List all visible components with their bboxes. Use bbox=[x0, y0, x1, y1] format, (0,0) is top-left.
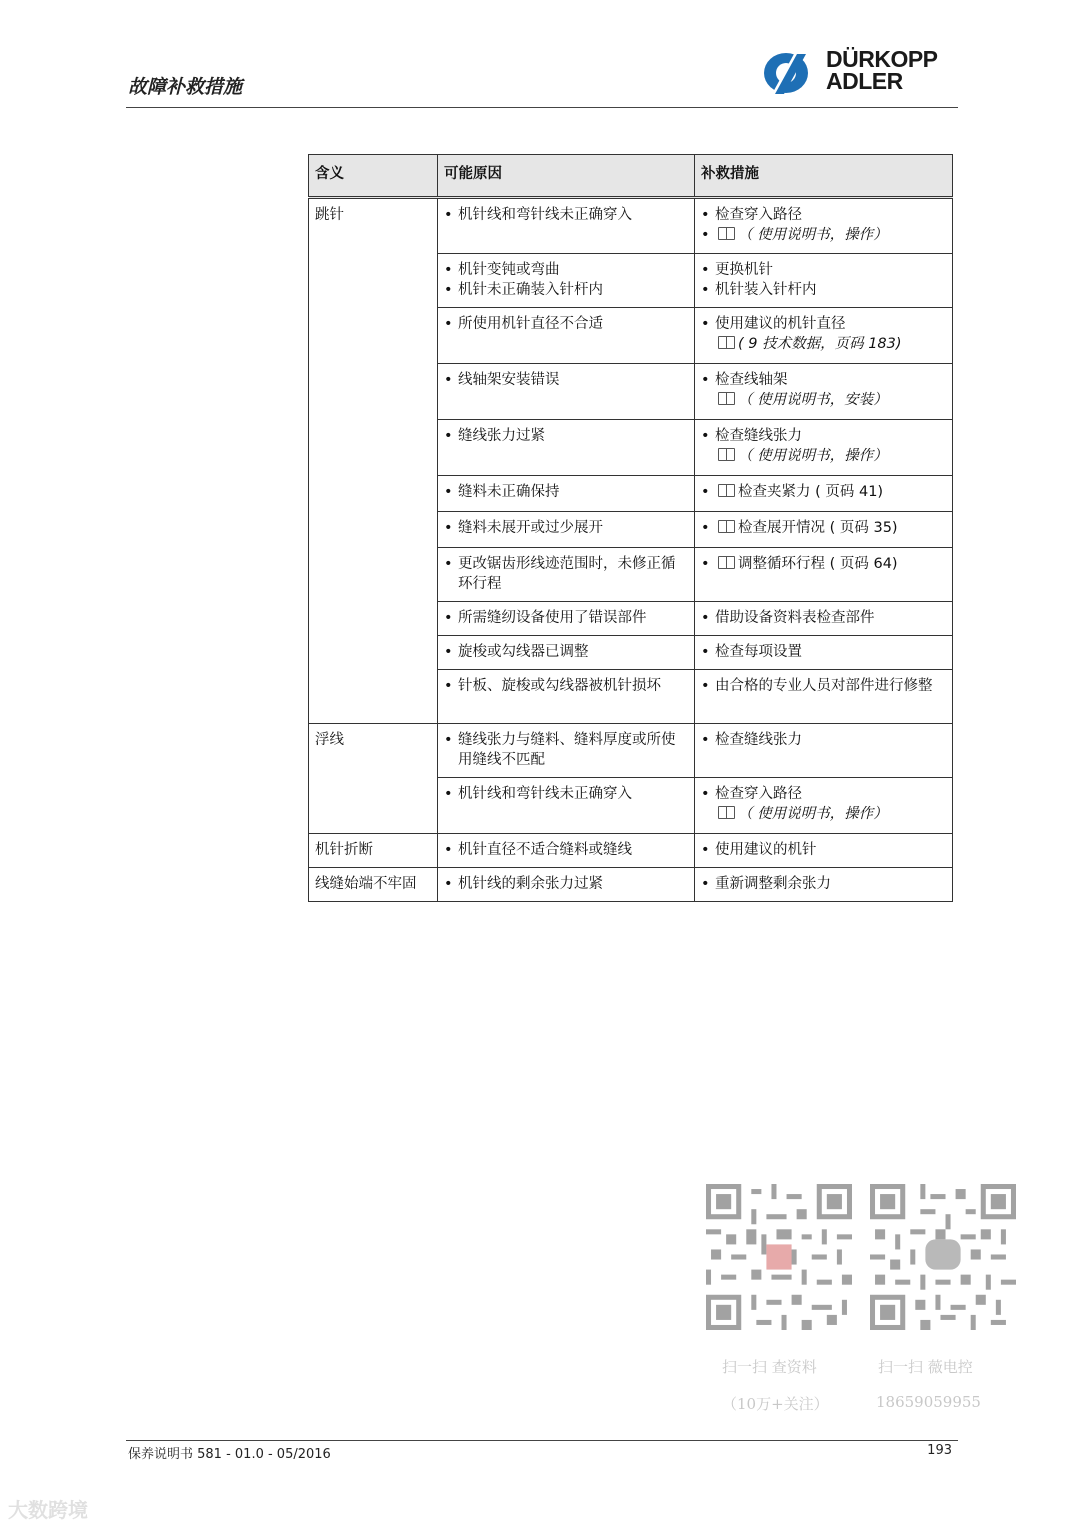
meaning-cell: 浮线 bbox=[309, 724, 438, 834]
reference-note: （ 使用说明书，安装） bbox=[701, 390, 946, 410]
cause-item: • 机针未正确装入针杆内 bbox=[444, 280, 688, 300]
cause-item: • 所使用机针直径不合适 bbox=[444, 314, 688, 334]
remedy-item: • 由合格的专业人员对部件进行修整 bbox=[701, 676, 946, 696]
book-icon bbox=[718, 556, 735, 569]
brand-line-1: DÜRKOPP bbox=[826, 46, 938, 72]
book-icon bbox=[718, 227, 735, 240]
cause-item: • 机针线和弯针线未正确穿入 bbox=[444, 784, 688, 804]
book-icon bbox=[718, 448, 735, 461]
reference-note: • （ 使用说明书，操作） bbox=[701, 225, 946, 245]
cause-item: • 更改锯齿形线迹范围时，未修正循环行程 bbox=[444, 554, 688, 594]
cause-item: • 机针线的剩余张力过紧 bbox=[444, 874, 688, 894]
reference-note: （ 使用说明书，操作） bbox=[701, 446, 946, 466]
brand-line-2: ADLER bbox=[826, 68, 903, 94]
remedy-item: • 检查穿入路径 bbox=[701, 784, 946, 804]
remedy-item: • 使用建议的机针 bbox=[701, 840, 946, 860]
table-row bbox=[309, 834, 953, 868]
header-cause: 可能原因 bbox=[438, 155, 695, 198]
qr-code-resources-icon bbox=[706, 1184, 852, 1330]
qr-caption-left-2: （10万+关注） bbox=[722, 1395, 829, 1413]
footer-document-id: 保养说明书 581 - 01.0 - 05/2016 bbox=[128, 1447, 331, 1462]
reference-note: ( 9 技术数据，页码 183) bbox=[701, 334, 946, 354]
table-row bbox=[309, 198, 953, 254]
remedy-item: • 使用建议的机针直径 bbox=[701, 314, 946, 334]
header-meaning: 含义 bbox=[309, 155, 438, 198]
remedy-item: • 更换机针 bbox=[701, 260, 946, 280]
remedy-item: • 检查展开情况 ( 页码 35) bbox=[701, 518, 946, 538]
qr-caption-left-1: 扫一扫 查资料 bbox=[722, 1358, 817, 1376]
footer-rule bbox=[126, 1440, 958, 1441]
duerkopp-adler-logo bbox=[760, 48, 960, 102]
remedy-item: • 机针装入针杆内 bbox=[701, 280, 946, 300]
remedy-item: • 检查穿入路径 bbox=[701, 205, 946, 225]
cause-item: • 缝料未展开或过少展开 bbox=[444, 518, 688, 538]
troubleshooting-table bbox=[308, 154, 953, 902]
table-header-row bbox=[309, 155, 953, 198]
table-row bbox=[309, 724, 953, 778]
remedy-item: • 检查缝线张力 bbox=[701, 730, 946, 750]
remedy-item: • 检查每项设置 bbox=[701, 642, 946, 662]
table-row bbox=[309, 868, 953, 902]
header-rule bbox=[126, 107, 958, 108]
cause-item: • 机针变钝或弯曲 bbox=[444, 260, 688, 280]
cause-item: • 所需缝纫设备使用了错误部件 bbox=[444, 608, 688, 628]
book-icon bbox=[718, 520, 735, 533]
cause-item: • 缝线张力过紧 bbox=[444, 426, 688, 446]
meaning-cell: 机针折断 bbox=[309, 834, 438, 868]
cause-item: • 机针线和弯针线未正确穿入 bbox=[444, 205, 688, 225]
watermark: 大数跨境 bbox=[8, 1498, 88, 1522]
qr-caption-right-2: 18659059955 bbox=[876, 1393, 981, 1411]
section-title: 故障补救措施 bbox=[128, 76, 243, 98]
book-icon bbox=[718, 392, 735, 405]
remedy-item: • 检查线轴架 bbox=[701, 370, 946, 390]
remedy-item: • 重新调整剩余张力 bbox=[701, 874, 946, 894]
qr-caption-right-1: 扫一扫 薇电控 bbox=[878, 1358, 973, 1376]
cause-item: • 线轴架安装错误 bbox=[444, 370, 688, 390]
header-remedy: 补救措施 bbox=[695, 155, 953, 198]
cause-item: • 机针直径不适合缝料或缝线 bbox=[444, 840, 688, 860]
cause-item: • 针板、旋梭或勾线器被机针损坏 bbox=[444, 676, 688, 696]
qr-code-contact-icon bbox=[870, 1184, 1016, 1330]
remedy-item: • 检查夹紧力 ( 页码 41) bbox=[701, 482, 946, 502]
remedy-item: • 借助设备资料表检查部件 bbox=[701, 608, 946, 628]
book-icon bbox=[718, 336, 735, 349]
meaning-cell: 线缝始端不牢固 bbox=[309, 868, 438, 902]
book-icon bbox=[718, 806, 735, 819]
remedy-item: • 调整循环行程 ( 页码 64) bbox=[701, 554, 946, 574]
cause-item: • 旋梭或勾线器已调整 bbox=[444, 642, 688, 662]
remedy-item: • 检查缝线张力 bbox=[701, 426, 946, 446]
meaning-cell: 跳针 bbox=[309, 198, 438, 724]
reference-note: （ 使用说明书，操作） bbox=[701, 804, 946, 824]
cause-item: • 缝料未正确保持 bbox=[444, 482, 688, 502]
book-icon bbox=[718, 484, 735, 497]
page-number: 193 bbox=[927, 1443, 952, 1458]
logo-mark-icon bbox=[760, 50, 822, 96]
cause-item: • 缝线张力与缝料、缝料厚度或所使用缝线不匹配 bbox=[444, 730, 688, 770]
